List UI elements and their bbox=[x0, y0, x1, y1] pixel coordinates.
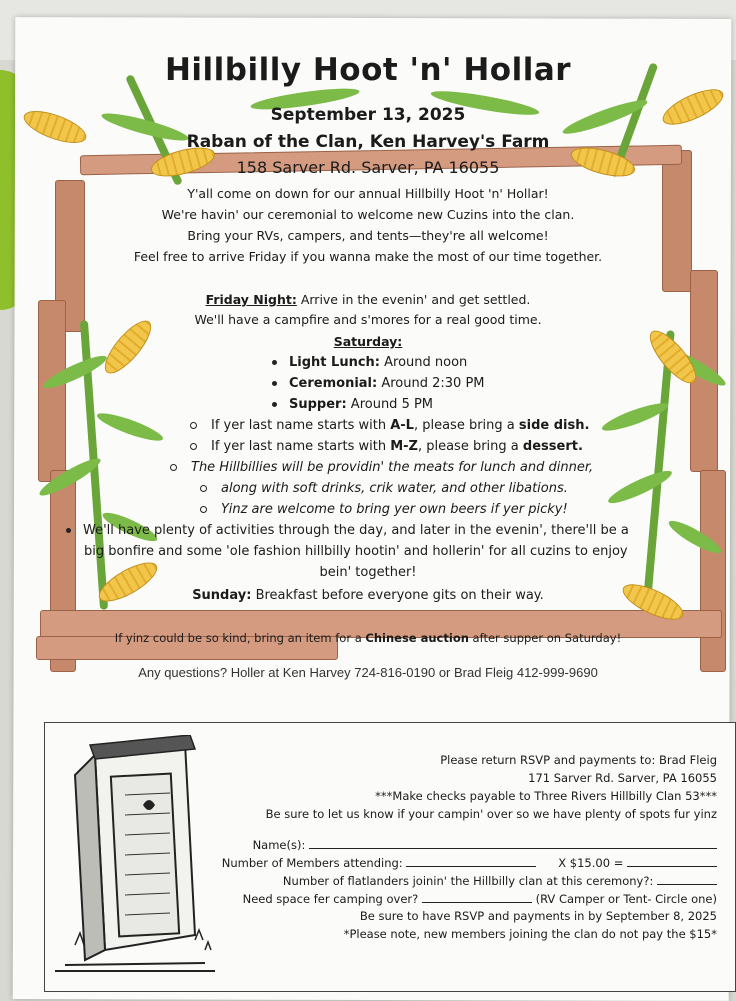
rsvp-return-line: Please return RSVP and payments to: Brad Fleig bbox=[440, 753, 717, 767]
saturday-label: Saturday: bbox=[333, 334, 403, 349]
friday-text: Arrive in the evenin' and get settled. bbox=[300, 292, 531, 307]
bullet-icon bbox=[272, 381, 277, 386]
bullet-icon bbox=[66, 528, 71, 533]
sub-item-beers: Yinz are welcome to bring yer own beers if yer picky! bbox=[200, 502, 568, 517]
circle-bullet-icon bbox=[200, 506, 207, 513]
flatlanders-field[interactable]: Number of flatlanders joinin' the Hillbilly clan at this ceremony?: bbox=[283, 873, 717, 888]
intro-line: We're havin' our ceremonial to welcome new Cuzins into the clan. bbox=[161, 207, 575, 222]
saturday-item-lunch: Light Lunch: Around noon bbox=[272, 355, 467, 370]
sunday-section bbox=[0, 588, 736, 603]
activities-line: big bonfire and some 'ole fashion hillbilly hootin' and hollerin' for all cuzins to enjoy bbox=[84, 544, 628, 559]
circle-bullet-icon bbox=[170, 464, 177, 471]
flyer-title: Hillbilly Hoot 'n' Hollar bbox=[164, 52, 572, 88]
rsvp-camping-note: Be sure to let us know if your campin' over so we have plenty of spots fur yinz bbox=[265, 807, 717, 821]
event-address: 158 Sarver Rd. Sarver, PA 16055 bbox=[236, 158, 500, 177]
rsvp-checks-note: ***Make checks payable to Three Rivers Hillbilly Clan 53*** bbox=[375, 789, 717, 803]
friday-section bbox=[0, 292, 736, 307]
rsvp-deadline: Be sure to have RSVP and payments in by September 8, 2025 bbox=[359, 909, 717, 923]
event-date: September 13, 2025 bbox=[270, 105, 466, 125]
circle-bullet-icon bbox=[200, 485, 207, 492]
sunday-label: Sunday: bbox=[192, 588, 252, 603]
rsvp-new-members-note: *Please note, new members joining the clan do not pay the $15* bbox=[343, 927, 717, 941]
sub-item-drinks: along with soft drinks, crik water, and other libations. bbox=[200, 481, 568, 496]
intro-line: Feel free to arrive Friday if you wanna make the most of our time together. bbox=[133, 249, 603, 264]
intro-line: Y'all come on down for our annual Hillbilly Hoot 'n' Hollar! bbox=[187, 186, 549, 201]
intro-line: Bring your RVs, campers, and tents—they're all welcome! bbox=[187, 228, 549, 243]
activities-line: We'll have plenty of activities through the day, and later in the evenin', there'll be a bbox=[66, 523, 629, 538]
friday-label: Friday Night: bbox=[205, 292, 297, 307]
friday-line2: We'll have a campfire and s'mores for a real good time. bbox=[194, 312, 542, 327]
saturday-item-ceremonial: Ceremonial: Around 2:30 PM bbox=[272, 376, 485, 391]
event-host: Raban of the Clan, Ken Harvey's Farm bbox=[186, 132, 550, 152]
sub-item-meats: The Hillbillies will be providin' the meats for lunch and dinner, bbox=[170, 460, 593, 475]
activities-line: bein' together! bbox=[319, 565, 417, 580]
questions-line: Any questions? Holler at Ken Harvey 724-816-0190 or Brad Fleig 412-999-9690 bbox=[138, 665, 598, 680]
camping-field[interactable]: Need space fer camping over? (RV Camper or Tent- Circle one) bbox=[242, 892, 717, 906]
rsvp-return-address: 171 Sarver Rd. Sarver, PA 16055 bbox=[528, 771, 717, 785]
members-field[interactable]: Number of Members attending: X $15.00 = bbox=[222, 855, 717, 870]
circle-bullet-icon bbox=[190, 422, 197, 429]
rsvp-form bbox=[44, 722, 736, 992]
auction-note: If yinz could be so kind, bring an item for a Chinese auction after supper on Saturday! bbox=[114, 631, 622, 645]
sunday-text: Breakfast before everyone gits on their way. bbox=[255, 588, 544, 603]
names-field[interactable]: Name(s): bbox=[253, 837, 717, 852]
outhouse-icon bbox=[55, 735, 215, 975]
sub-item-dessert: If yer last name starts with M-Z, please bring a dessert. bbox=[190, 439, 583, 454]
sub-item-side-dish: If yer last name starts with A-L, please bring a side dish. bbox=[190, 418, 589, 433]
bullet-icon bbox=[272, 402, 277, 407]
bullet-icon bbox=[272, 360, 277, 365]
saturday-item-supper: Supper: Around 5 PM bbox=[272, 397, 433, 412]
circle-bullet-icon bbox=[190, 443, 197, 450]
